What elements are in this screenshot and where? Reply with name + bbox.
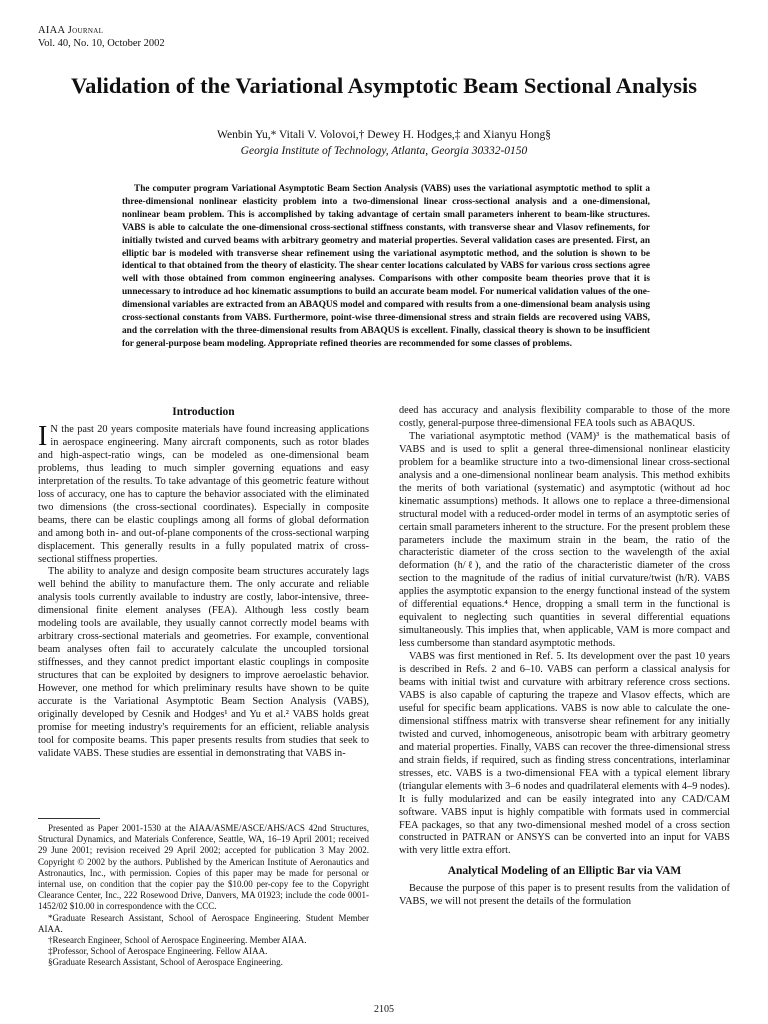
footnote-divider (38, 818, 100, 819)
journal-volume: Vol. 40, No. 10, October 2002 (38, 38, 165, 49)
page-number: 2105 (374, 1004, 394, 1015)
intro-paragraph-1 (38, 421, 369, 566)
footnote-author-3: ‡Professor, School of Aerospace Engineering. Fellow AIAA. (48, 946, 268, 957)
footnote-author-2: †Research Engineer, School of Aerospace Engineering. Member AIAA. (48, 935, 307, 946)
footnotes (38, 823, 369, 969)
affiliation: Georgia Institute of Technology, Atlanta, Georgia 30332-0150 (240, 145, 528, 157)
journal-header (38, 24, 165, 50)
right-paragraph-2: The variational asymptotic method (VAM)³ is the mathematical basis of VABS and is used to split a general three-dimensional nonlinear elasticity problem for a beamlike structure into a two-dimensional linear cross-sectional analysis and a one-dimensional nonlinear beam analysis. This method exhibits the merits of both variational (systematic) and asymptotic (without ad hoc kinematic assumptions) methods. It allows one to replace a three-dimensional structural model with a reduced-order model in terms of an asymptotic series of certain small parameters inherent to the structure. For the present problem these parameters include the maximum strain in the beam, the ratio of the characteristic diameter of the cross section to the wavelength of the axial deformation (h/ℓ), and the ratio of the characteristic diameter of the cross section to the magnitude of the radius of initial curvature/twist (h/R). VABS applies the asymptotic expansion to the energy functional instead of the system of differential equations.⁴ Hence, dropping a small term in the functional is equivalent to neglecting such quantities in several differential equations simultaneously. This implies that, when applicable, VAM is more compact and less cumbersome than standard asymptotic methods. (399, 430, 730, 650)
footnote-presented: Presented as Paper 2001-1530 at the AIAA/ASME/ASCE/AHS/ACS 42nd Structures, Structural Dynamics, and Materials Conference, Seattle, WA, 16–19 April 2001; received 29 June 2001; revision received 29 April 2002; accepted for publication 3 May 2002. Copyright © 2002 by the authors. Published by the American Institute of Aeronautics and Astronautics, Inc., with permission. Copies of this paper may be made for personal or internal use, on condition that the copier pay the $10.00 per-copy fee to the Copyright Clearance Center, Inc., 222 Rosewood Drive, Danvers, MA 01923; include the code 0001-1452/02 $10.00 in correspondence with the CCC. (38, 823, 369, 912)
footnote-author-1: *Graduate Research Assistant, School of Aerospace Engineering. Student Member AIAA. (38, 912, 369, 934)
footnote-author-4: §Graduate Research Assistant, School of Aerospace Engineering. (48, 957, 283, 968)
left-column (38, 405, 369, 761)
right-paragraph-1: deed has accuracy and analysis flexibility comparable to those of the more costly, general-purpose three-dimensional FEA tools such as ABAQUS. (399, 405, 730, 429)
intro-paragraph-1-text: N the past 20 years composite materials have found increasing applications in aerospace engineering. Many aircraft components, such as rotor blades and high-aspect-ratio wings, can be modeled as one-dimensional beam problems, thus leading to much simpler governing equations and easy interpretation of the results. To take advantage of this geometric feature without loss of accuracy, one has to capture the behavior associated with the eliminated two dimensions (the cross-sectional coordinates). Especially in composite beams, there can be elastic couplings among all forms of global deformation and among both in- and out-of-plane components of the cross-sectional warping displacement. This generally results in a fully populated matrix of cross-sectional stiffness properties. (38, 424, 369, 565)
section-heading-elliptic-bar: Analytical Modeling of an Elliptic Bar via VAM (447, 865, 682, 878)
intro-paragraph-2: The ability to analyze and design composite beam structures accurately lags well behind the ability to manufacture them. The only accurate and reliable analysis tools currently available to industry are costly, labor-intensive, three-dimensional finite element analyses (FEA). Although less costly beam modeling tools are available, they usually cannot correctly model beams with arbitrary cross-sectional materials and geometries. For example, conventional beam analyses often fail to accurately calculate the uncoupled torsional stiffnesses, and they cannot predict important elastic couplings in composite structures that can be exploited by designers to improve aeroelastic behavior. However, one method for which preliminary results have shown to be quite accurate is the Variational Asymptotic Beam Section Analysis (VABS), originally developed by Cesnik and Hodges¹ and Yu et al.² VABS holds great promise for meeting industry's requirements for an efficient, reliable analysis tool for composite beams. This paper presents results from studies that seek to validate VABS. These studies are essential in demonstrating that VABS in- (38, 566, 369, 759)
drop-cap: I (38, 421, 48, 452)
right-paragraph-3: VABS was first mentioned in Ref. 5. Its development over the past 10 years is described in Refs. 2 and 6–10. VABS can perform a classical analysis for beams with initial twist and curvature with arbitrary reference cross sections. VABS is also capable of capturing the trapeze and Vlasov effects, which are useful for specific beam applications. VABS is now able to calculate the one-dimensional stiffness matrix with transverse shear refinement for any initially twisted and curved, inhomogeneous, anisotropic beam with arbitrary geometry and material properties. Finally, VABS can recover the three-dimensional stress and strain fields, if required, such as finding stress concentrations, interlaminar stresses, etc. VABS is a two-dimensional FEA with a typical element library (triangular elements with 3–6 nodes and quadrilateral elements with 4–9 nodes). It is fully modularized and can be easily integrated into any CAD/CAM software. VABS input is highly compatible with formats used in commercial FEA packages, so that any two-dimensional meshed model of a cross section constructed in PATRAN or ANSYS can be converted into an input for VABS with very little extra effort. (399, 651, 730, 857)
introduction-heading: Introduction (172, 406, 235, 418)
paper-title: Validation of the Variational Asymptotic Beam Sectional Analysis (70, 73, 698, 98)
right-column (399, 405, 730, 909)
right-paragraph-4: Because the purpose of this paper is to present results from the validation of VABS, we will not present the details of the formulation (399, 883, 730, 908)
journal-name: AIAA Journal (38, 25, 104, 36)
author-list: Wenbin Yu,* Vitali V. Volovoi,† Dewey H. Hodges,‡ and Xianyu Hong§ (217, 129, 551, 141)
abstract: The computer program Variational Asymptotic Beam Section Analysis (VABS) uses the variational asymptotic method to split a three-dimensional nonlinear elasticity problem into a two-dimensional linear cross-sectional analysis and a one-dimensional, nonlinear beam problem. This is accomplished by taking advantage of certain small parameters inherent to beam-like structures. VABS is able to calculate the one-dimensional cross-sectional stiffness constants, with transverse shear and Vlasov refinements, for initially twisted and curved beams with arbitrary geometry and material properties. Several validation cases are presented. First, an elliptic bar is modeled with transverse shear refinement using the variational asymptotic method, and the solution is shown to be identical to that obtained from the theory of elasticity. The shear center locations calculated by VABS for various cross sections agree well with those obtained from common engineering analyses. Comparisons with other composite beam theories prove that it is unnecessary to introduce ad hoc kinematic assumptions to build an accurate beam model. For numerical validation values of the one-dimensional variables are extracted from an ABAQUS model and compared with results from a one-dimensional beam analysis using cross-sectional constants from VABS. Furthermore, point-wise three-dimensional stress and strain fields are recovered using VABS, and the correlation with the three-dimensional results from ABAQUS is excellent. Finally, classical theory is shown to be insufficient for general-purpose beam modeling. Appropriate refined theories are recommended for some classes of problems. (122, 184, 650, 349)
